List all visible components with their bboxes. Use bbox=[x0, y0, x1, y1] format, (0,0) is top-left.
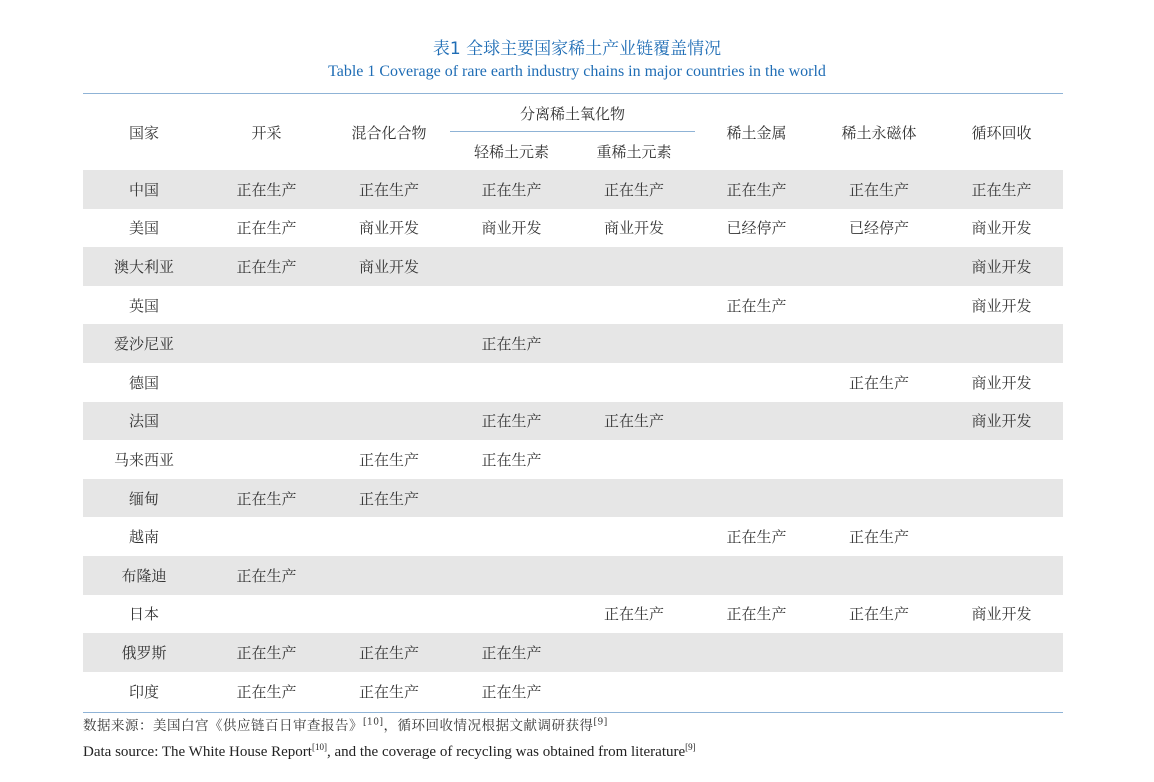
country-cell: 印度 bbox=[128, 682, 159, 701]
status-cell: 正在生产 bbox=[481, 450, 542, 469]
status-cell: 商业开发 bbox=[328, 247, 450, 286]
header-mining: 开采 bbox=[251, 123, 282, 142]
table-row bbox=[83, 556, 1063, 595]
status-cell bbox=[940, 517, 1063, 556]
status-cell: 正在生产 bbox=[604, 605, 665, 624]
status-cell: 正在生产 bbox=[726, 605, 787, 624]
country-cell: 越南 bbox=[128, 528, 159, 547]
status-cell bbox=[818, 556, 940, 595]
status-cell bbox=[328, 517, 450, 556]
status-cell bbox=[695, 440, 818, 479]
table-row bbox=[83, 170, 1063, 209]
status-cell: 正在生产 bbox=[818, 170, 940, 209]
header-heavy: 重稀土元素 bbox=[596, 142, 672, 161]
status-cell bbox=[818, 247, 940, 286]
status-cell: 正在生产 bbox=[450, 633, 573, 672]
status-cell bbox=[818, 633, 940, 672]
header-light: 轻稀土元素 bbox=[473, 142, 549, 161]
table-row bbox=[83, 440, 1063, 479]
status-cell: 正在生产 bbox=[205, 556, 328, 595]
status-cell: 正在生产 bbox=[940, 170, 1063, 209]
status-cell: 正在生产 bbox=[450, 402, 573, 441]
status-cell bbox=[695, 324, 818, 363]
status-cell: 正在生产 bbox=[358, 682, 419, 701]
source-en-ref2: [9] bbox=[685, 742, 696, 752]
status-cell: 已经停产 bbox=[849, 219, 910, 238]
status-cell bbox=[818, 402, 940, 441]
status-cell bbox=[450, 286, 573, 325]
status-cell bbox=[328, 556, 450, 595]
header-recycling: 循环回收 bbox=[971, 123, 1032, 142]
status-cell bbox=[940, 479, 1063, 518]
country-cell: 俄罗斯 bbox=[83, 633, 205, 672]
status-cell bbox=[205, 402, 328, 441]
country-cell: 缅甸 bbox=[83, 479, 205, 518]
status-cell: 正在生产 bbox=[726, 296, 787, 315]
status-cell: 正在生产 bbox=[205, 247, 328, 286]
status-cell: 正在生产 bbox=[573, 170, 695, 209]
country-cell: 德国 bbox=[128, 373, 159, 392]
status-cell: 正在生产 bbox=[450, 324, 573, 363]
status-cell bbox=[695, 556, 818, 595]
country-cell: 马来西亚 bbox=[113, 450, 174, 469]
status-cell: 正在生产 bbox=[205, 479, 328, 518]
table-row bbox=[83, 672, 1063, 711]
table-header bbox=[83, 94, 1063, 170]
status-cell: 商业开发 bbox=[481, 219, 542, 238]
status-cell bbox=[328, 286, 450, 325]
rare-earth-table bbox=[83, 94, 1063, 710]
status-cell: 已经停产 bbox=[726, 219, 787, 238]
status-cell: 商业开发 bbox=[971, 373, 1032, 392]
status-cell bbox=[573, 556, 695, 595]
bottom-rule bbox=[83, 712, 1063, 713]
status-cell: 正在生产 bbox=[236, 682, 297, 701]
status-cell bbox=[940, 324, 1063, 363]
country-cell: 日本 bbox=[128, 605, 159, 624]
status-cell bbox=[695, 479, 818, 518]
status-cell: 正在生产 bbox=[849, 528, 910, 547]
status-cell bbox=[818, 324, 940, 363]
table-caption-en: Table 1 Coverage of rare earth industry chains in major countries in the world bbox=[328, 63, 826, 80]
country-cell: 法国 bbox=[83, 402, 205, 441]
status-cell bbox=[818, 479, 940, 518]
header-metal: 稀土金属 bbox=[726, 123, 787, 142]
status-cell bbox=[695, 363, 818, 402]
table-row bbox=[83, 633, 1063, 672]
status-cell bbox=[818, 286, 940, 325]
status-cell: 正在生产 bbox=[358, 450, 419, 469]
status-cell bbox=[450, 595, 573, 634]
status-cell bbox=[573, 517, 695, 556]
status-cell bbox=[205, 363, 328, 402]
status-cell bbox=[818, 672, 940, 711]
status-cell bbox=[695, 402, 818, 441]
status-cell: 正在生产 bbox=[695, 170, 818, 209]
status-cell bbox=[450, 556, 573, 595]
table-body bbox=[83, 170, 1063, 710]
status-cell: 商业开发 bbox=[940, 402, 1063, 441]
status-cell bbox=[328, 324, 450, 363]
header-mixed: 混合化合物 bbox=[351, 123, 427, 142]
header-country: 国家 bbox=[128, 123, 159, 142]
source-cn-ref1: [10] bbox=[363, 717, 384, 728]
status-cell: 商业开发 bbox=[940, 247, 1063, 286]
country-cell: 布隆迪 bbox=[83, 556, 205, 595]
table-row bbox=[83, 324, 1063, 363]
table-row bbox=[83, 363, 1063, 402]
status-cell bbox=[450, 517, 573, 556]
status-cell bbox=[205, 595, 328, 634]
table-row bbox=[83, 402, 1063, 441]
status-cell: 商业开发 bbox=[971, 219, 1032, 238]
header-magnet: 稀土永磁体 bbox=[841, 123, 917, 142]
status-cell bbox=[573, 286, 695, 325]
country-cell: 中国 bbox=[83, 170, 205, 209]
status-cell: 正在生产 bbox=[205, 170, 328, 209]
table-row bbox=[83, 595, 1063, 634]
status-cell: 正在生产 bbox=[849, 605, 910, 624]
status-cell bbox=[573, 672, 695, 711]
status-cell bbox=[940, 672, 1063, 711]
country-cell: 美国 bbox=[128, 219, 159, 238]
status-cell bbox=[573, 247, 695, 286]
status-cell bbox=[695, 247, 818, 286]
status-cell bbox=[450, 363, 573, 402]
status-cell: 正在生产 bbox=[450, 170, 573, 209]
table-caption-cn: 表1 全球主要国家稀土产业链覆盖情况 bbox=[432, 39, 722, 59]
source-cn-text: 数据来源：美国白宫《供应链百日审查报告》 bbox=[83, 718, 363, 734]
table-row bbox=[83, 209, 1063, 248]
status-cell: 正在生产 bbox=[328, 633, 450, 672]
status-cell bbox=[573, 479, 695, 518]
country-cell: 英国 bbox=[128, 296, 159, 315]
header-separated-group: 分离稀土氧化物 bbox=[450, 94, 695, 132]
status-cell bbox=[205, 517, 328, 556]
source-note-cn bbox=[83, 714, 608, 734]
status-cell: 正在生产 bbox=[328, 479, 450, 518]
status-cell: 正在生产 bbox=[573, 402, 695, 441]
status-cell bbox=[940, 556, 1063, 595]
status-cell bbox=[940, 633, 1063, 672]
status-cell bbox=[940, 440, 1063, 479]
source-cn-text2: ，循环回收情况根据文献调研获得 bbox=[383, 718, 594, 734]
status-cell bbox=[328, 363, 450, 402]
source-cn-ref2: [9] bbox=[593, 717, 608, 728]
status-cell: 商业开发 bbox=[604, 219, 665, 238]
status-cell bbox=[818, 440, 940, 479]
country-cell: 澳大利亚 bbox=[83, 247, 205, 286]
source-en-ref1: [10] bbox=[311, 742, 327, 752]
status-cell bbox=[205, 286, 328, 325]
country-cell: 爱沙尼亚 bbox=[83, 324, 205, 363]
status-cell: 正在生产 bbox=[236, 219, 297, 238]
status-cell bbox=[450, 247, 573, 286]
table-row bbox=[83, 247, 1063, 286]
status-cell bbox=[205, 440, 328, 479]
status-cell: 正在生产 bbox=[205, 633, 328, 672]
table-row bbox=[83, 517, 1063, 556]
status-cell bbox=[205, 324, 328, 363]
status-cell: 商业开发 bbox=[358, 219, 419, 238]
status-cell bbox=[573, 363, 695, 402]
status-cell: 正在生产 bbox=[481, 682, 542, 701]
status-cell bbox=[573, 324, 695, 363]
status-cell: 正在生产 bbox=[849, 373, 910, 392]
source-en-text: Data source: The White House Report bbox=[83, 744, 312, 760]
status-cell bbox=[573, 440, 695, 479]
table-row bbox=[83, 286, 1063, 325]
status-cell bbox=[695, 633, 818, 672]
status-cell: 商业开发 bbox=[971, 605, 1032, 624]
source-en-text2: , and the coverage of recycling was obtained from literature bbox=[326, 744, 686, 760]
table-row bbox=[83, 479, 1063, 518]
status-cell bbox=[450, 479, 573, 518]
status-cell: 正在生产 bbox=[328, 170, 450, 209]
status-cell bbox=[328, 402, 450, 441]
source-note-en bbox=[83, 742, 696, 761]
status-cell bbox=[328, 595, 450, 634]
status-cell bbox=[695, 672, 818, 711]
status-cell: 商业开发 bbox=[971, 296, 1032, 315]
status-cell: 正在生产 bbox=[726, 528, 787, 547]
status-cell bbox=[573, 633, 695, 672]
